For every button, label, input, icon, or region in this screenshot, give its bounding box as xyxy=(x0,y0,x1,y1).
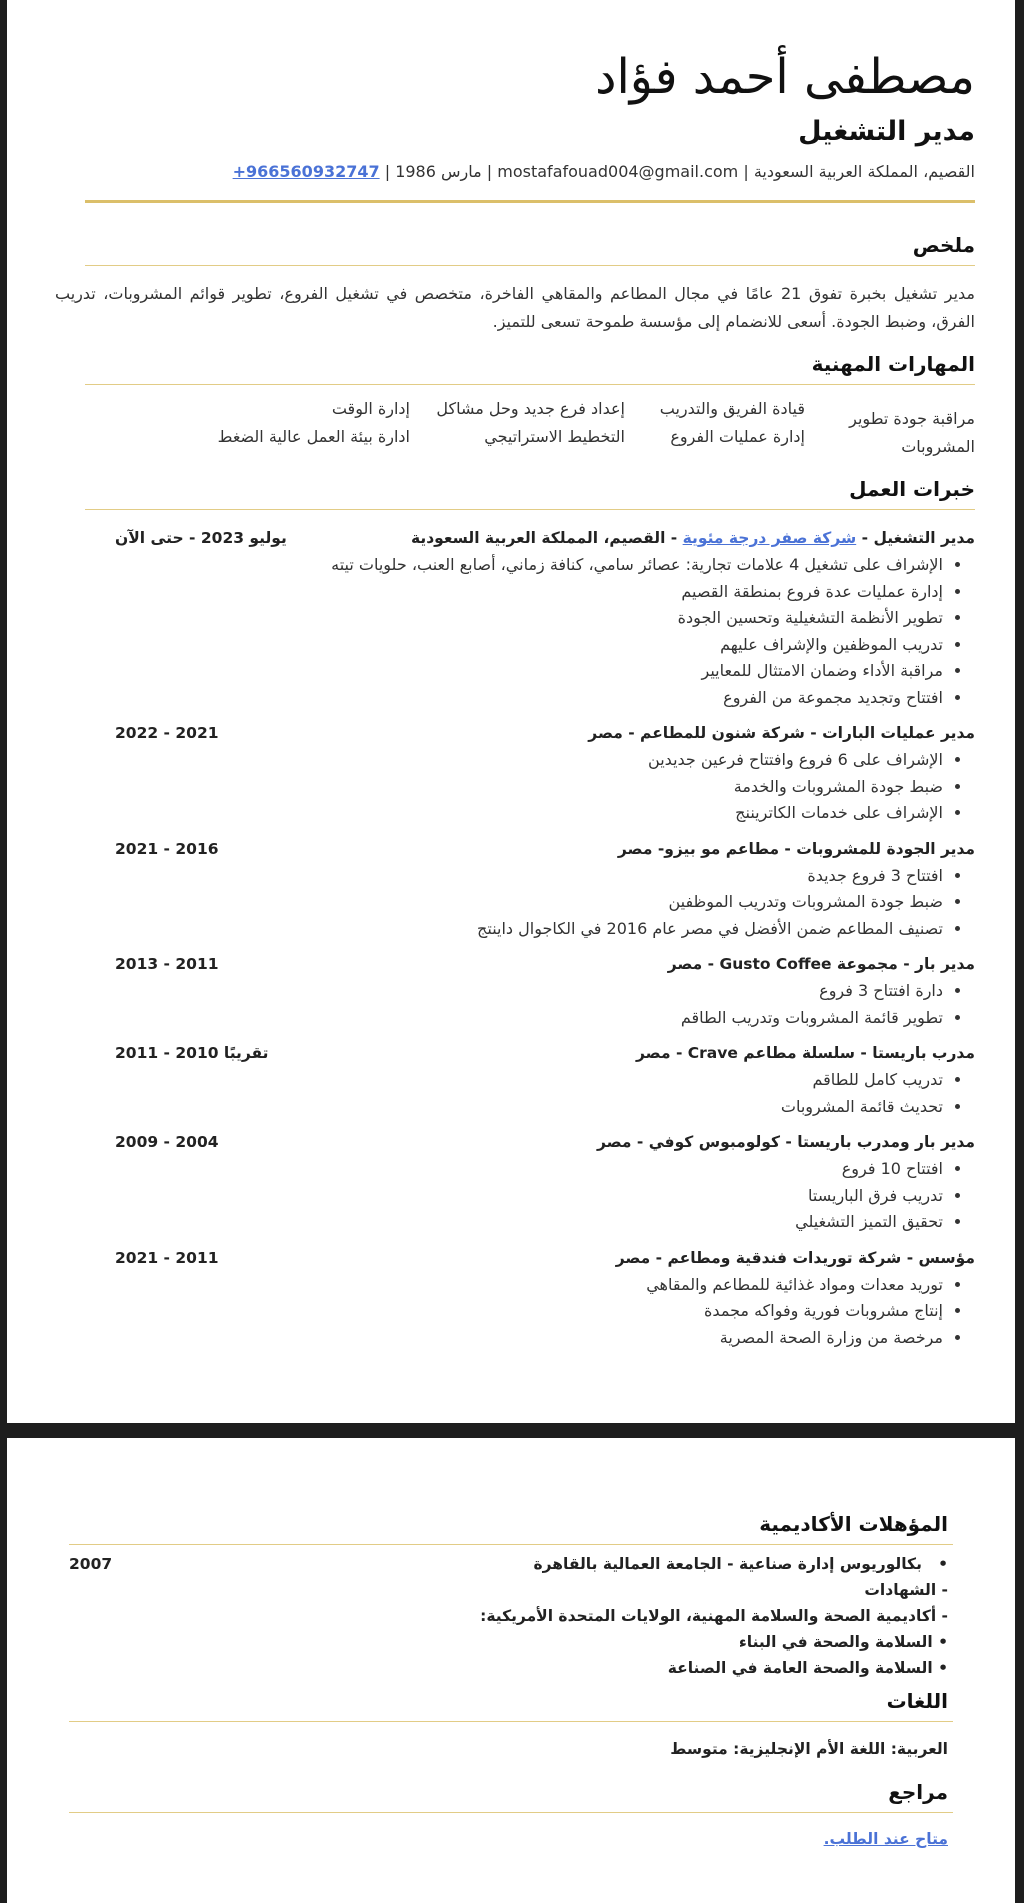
list-item: • تصنيف المطاعم ضمن الأفضل في مصر عام 2016 في الكاجوال داينتج xyxy=(85,916,943,943)
job-bullets xyxy=(85,1156,975,1236)
certs-label: - الشهادات xyxy=(864,1581,948,1599)
job-title: مدير بار ومدرب باريستا - كولومبوس كوفي - مصر xyxy=(597,1133,975,1151)
list-item: • تدريب فرق الباريستا xyxy=(85,1183,943,1210)
skill-item: قيادة الفريق والتدريب xyxy=(659,399,805,418)
education-divider xyxy=(69,1544,953,1545)
degree-year: 2007 xyxy=(69,1555,113,1573)
summary-text: مدير تشغيل بخبرة تفوق 21 عامًا في مجال المطاعم والمقاهي الفاخرة، متخصص في تشغيل الفروع، تطوير قوائم المشروبات، تدريب الفرق، وضبط الجودة. أسعى للانضمام إلى مؤسسة طموحة تسعى للتميز. xyxy=(55,284,976,331)
skills-section xyxy=(85,350,975,461)
job-entry xyxy=(85,1246,975,1352)
list-item: • الإشراف على تشغيل 4 علامات تجارية: عصائر سامي، كنافة زماني، أصابع العنب، حلويات تيته xyxy=(85,552,943,579)
skills-divider xyxy=(85,384,975,385)
candidate-title: مدير التشغيل xyxy=(798,116,975,147)
skill-item: إدارة الوقت xyxy=(331,399,410,418)
list-item: • ضبط جودة المشروبات والخدمة xyxy=(85,774,943,801)
job-title: مدير بار - مجموعة Gusto Coffee - مصر xyxy=(667,955,975,973)
skills-column xyxy=(410,395,625,461)
job-header xyxy=(85,526,975,550)
job-dates: 2011 - 2013 xyxy=(115,955,219,973)
job-dates: يوليو 2023 - حتى الآن xyxy=(115,529,287,547)
job-entry xyxy=(85,1130,975,1236)
job-title: مدير الجودة للمشروبات - مطاعم مو بيزو- مصر xyxy=(617,839,975,858)
candidate-name: مصطفى أحمد فؤاد xyxy=(595,49,975,105)
contact-text: القصيم، المملكة العربية السعودية | mostafafouad004@gmail.com | مارس 1986 | xyxy=(384,162,975,181)
academy-line: - أكاديمية الصحة والسلامة المهنية، الولايات المتحدة الأمريكية: xyxy=(480,1607,948,1625)
list-item: • مرخصة من وزارة الصحة المصرية xyxy=(85,1325,943,1352)
experience-section xyxy=(85,475,975,1351)
summary-divider xyxy=(85,265,975,266)
list-item: • تدريب الموظفين والإشراف عليهم xyxy=(85,632,943,659)
job-header xyxy=(85,1246,975,1270)
job-bullets xyxy=(85,978,975,1031)
skills-column xyxy=(805,395,975,461)
skills-grid xyxy=(85,395,975,461)
education-heading: المؤهلات الأكاديمية xyxy=(759,1512,948,1536)
list-item: • مراقبة الأداء وضمان الامتثال للمعايير xyxy=(85,658,943,685)
list-item: • إدارة عمليات عدة فروع بمنطقة القصيم xyxy=(85,579,943,606)
skill-item: المشروبات xyxy=(901,437,975,456)
job-dates: 2021 - 2022 xyxy=(115,724,219,742)
job-entry xyxy=(85,952,975,1031)
contact-line xyxy=(85,160,975,184)
languages-section xyxy=(69,1687,953,1762)
job-bullets xyxy=(85,1272,975,1352)
languages-text: العربية: اللغة الأم الإنجليزية: متوسط xyxy=(670,1740,948,1758)
education-body xyxy=(69,1551,953,1681)
references-heading: مراجع xyxy=(888,1780,948,1804)
list-item: • افتتاح 3 فروع جديدة xyxy=(85,863,943,890)
experience-divider xyxy=(85,509,975,510)
cert-item: • السلامة والصحة العامة في الصناعة xyxy=(667,1659,948,1677)
skills-column xyxy=(625,395,805,461)
skill-item: مراقبة جودة تطوير xyxy=(849,409,975,428)
list-item: • ضبط جودة المشروبات وتدريب الموظفين xyxy=(85,889,943,916)
skill-item: ادارة بيئة العمل عالية الضغط xyxy=(217,427,410,446)
skill-item: التخطيط الاستراتيجي xyxy=(484,427,625,446)
list-item: • الإشراف على خدمات الكاتريننج xyxy=(85,800,943,827)
phone-link[interactable]: +966560932747 xyxy=(232,162,380,181)
list-item: • تحديث قائمة المشروبات xyxy=(85,1094,943,1121)
skill-item: إعداد فرع جديد وحل مشاكل xyxy=(436,399,625,418)
job-bullets xyxy=(85,747,975,827)
degree-text: • بكالوريوس إدارة صناعية - الجامعة العمالية بالقاهرة xyxy=(533,1555,948,1573)
job-title: مدير عمليات البارات - شركة شنون للمطاعم - مصر xyxy=(588,724,975,742)
degree-line xyxy=(69,1551,948,1577)
summary-section xyxy=(55,231,976,336)
skill-item: إدارة عمليات الفروع xyxy=(670,427,805,446)
list-item: • تحقيق التميز التشغيلي xyxy=(85,1209,943,1236)
references-divider xyxy=(69,1812,953,1813)
list-item: • الإشراف على 6 فروع وافتتاح فرعين جديدين xyxy=(85,747,943,774)
job-title: مدرب باريستا - سلسلة مطاعم Crave - مصر xyxy=(636,1044,975,1062)
references-body xyxy=(69,1829,953,1848)
job-header xyxy=(85,837,975,861)
job-bullets xyxy=(85,552,975,711)
header-divider xyxy=(85,200,975,203)
skills-column xyxy=(210,395,410,461)
summary-heading: ملخص xyxy=(912,233,975,257)
job-entry xyxy=(85,721,975,827)
job-title: مدير التشغيل - شركة صفر درجة مئوية - القصيم، المملكة العربية السعودية xyxy=(410,529,975,547)
job-header xyxy=(85,1130,975,1154)
list-item: • إنتاج مشروبات فورية وفواكه مجمدة xyxy=(85,1298,943,1325)
resume-page-1 xyxy=(7,0,1015,1423)
resume-page-2 xyxy=(7,1438,1015,1903)
list-item: • تدريب كامل للطاقم xyxy=(85,1067,943,1094)
references-link[interactable]: متاح عند الطلب. xyxy=(823,1830,948,1848)
job-header xyxy=(85,1041,975,1065)
cert-item: • السلامة والصحة في البناء xyxy=(738,1633,948,1651)
languages-heading: اللغات xyxy=(886,1689,948,1713)
list-item: • افتتاح 10 فروع xyxy=(85,1156,943,1183)
references-section xyxy=(69,1778,953,1848)
experience-heading: خبرات العمل xyxy=(849,477,975,501)
job-header xyxy=(85,952,975,976)
job-dates: تقريبًا 2010 - 2011 xyxy=(115,1044,269,1062)
job-dates: 2004 - 2009 xyxy=(115,1133,219,1151)
list-item: • افتتاح وتجديد مجموعة من الفروع xyxy=(85,685,943,712)
list-item: • تطوير الأنظمة التشغيلية وتحسين الجودة xyxy=(85,605,943,632)
job-entry xyxy=(85,526,975,711)
education-section xyxy=(69,1438,953,1681)
company-link[interactable]: شركة صفر درجة مئوية xyxy=(682,529,857,547)
job-dates: 2016 - 2021 xyxy=(115,839,219,858)
list-item: • توريد معدات ومواد غذائية للمطاعم والمقاهي xyxy=(85,1272,943,1299)
skills-heading: المهارات المهنية xyxy=(811,352,975,376)
languages-divider xyxy=(69,1721,953,1722)
job-entry xyxy=(85,1041,975,1120)
job-bullets xyxy=(85,863,975,943)
job-dates: 2011 - 2021 xyxy=(115,1248,219,1267)
job-bullets xyxy=(85,1067,975,1120)
job-title: مؤسس - شركة توريدات فندقية ومطاعم - مصر xyxy=(615,1248,975,1267)
job-entry xyxy=(85,837,975,943)
list-item: • دارة افتتاح 3 فروع xyxy=(85,978,943,1005)
job-header xyxy=(85,721,975,745)
list-item: • تطوير قائمة المشروبات وتدريب الطاقم xyxy=(85,1005,943,1032)
